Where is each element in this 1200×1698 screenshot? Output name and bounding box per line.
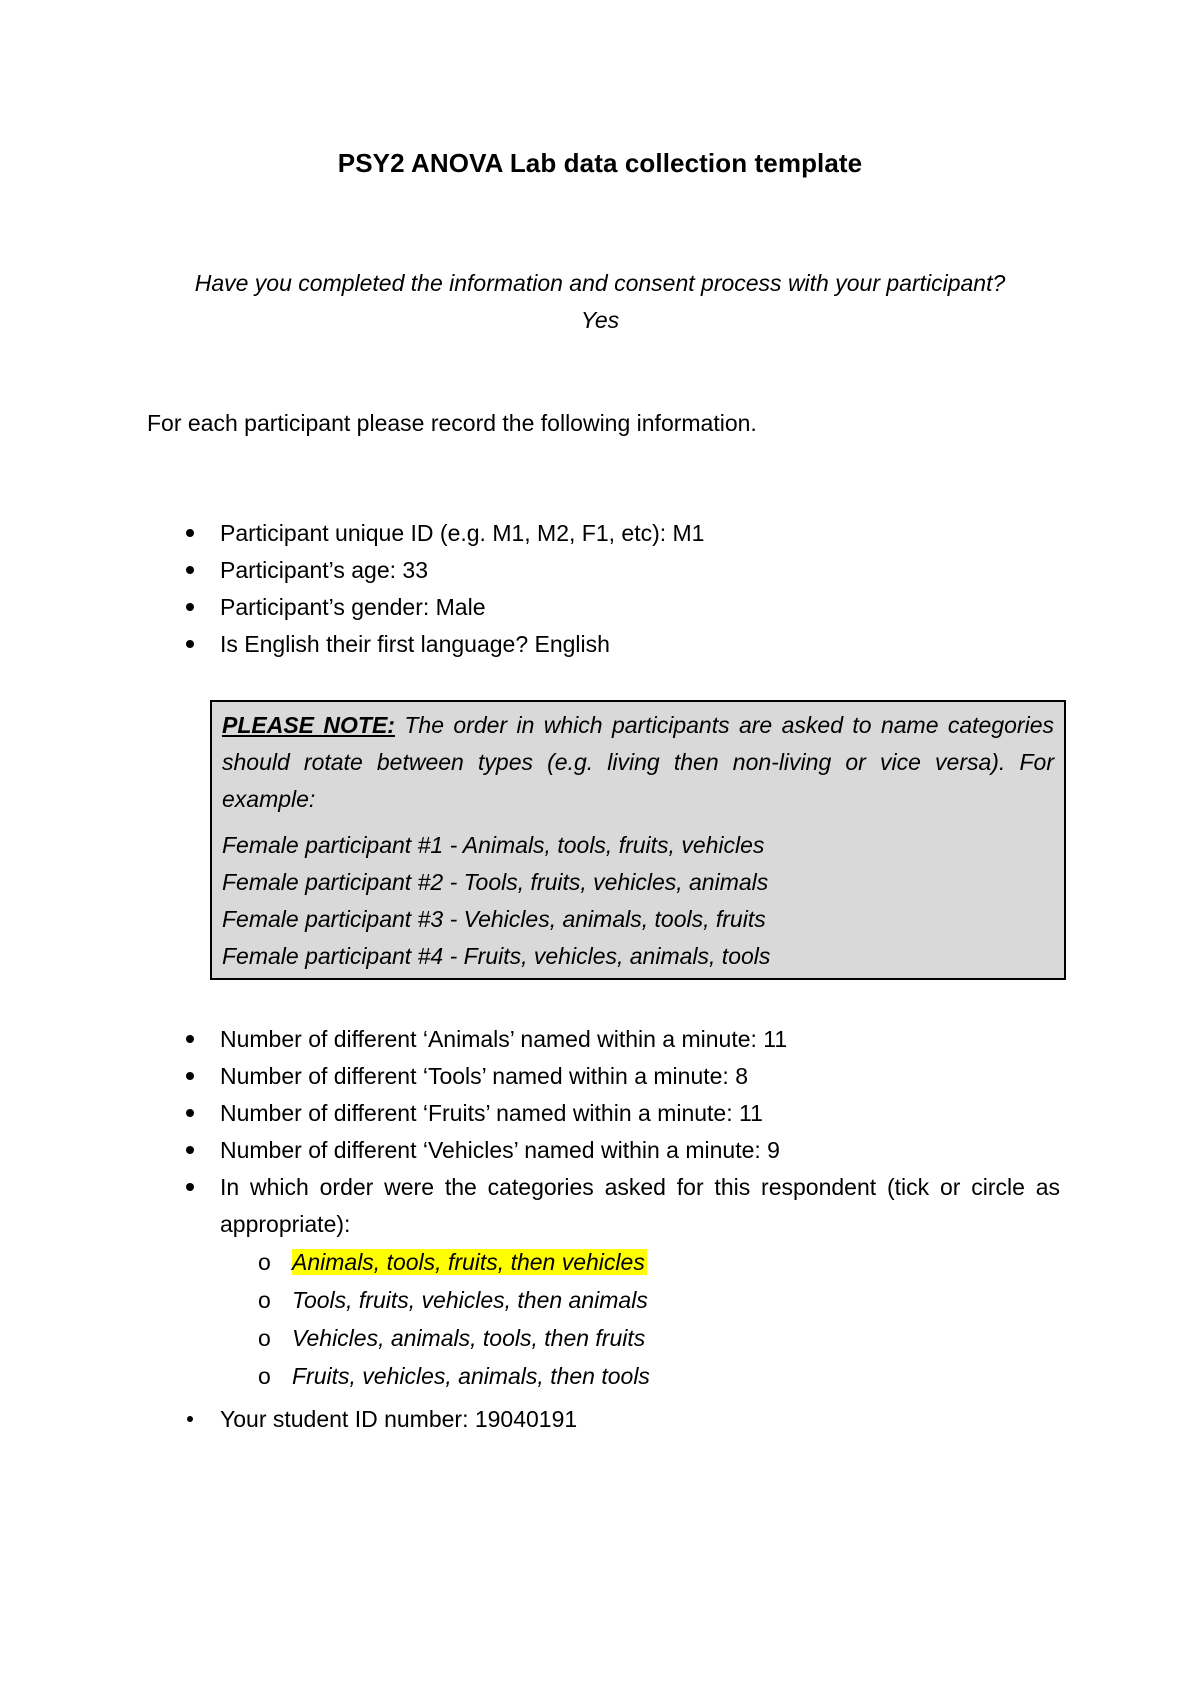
student-id-line xyxy=(180,1401,577,1438)
selected-highlight xyxy=(258,1249,647,1275)
list-item xyxy=(180,1021,1060,1058)
order-option[interactable] xyxy=(220,1357,1060,1395)
circle-bullet-icon: o xyxy=(258,1287,271,1313)
participant-age-field: Participant’s age: 33 xyxy=(220,557,428,583)
bullet-icon xyxy=(186,1072,194,1080)
bullet-icon xyxy=(186,640,194,648)
note-label: PLEASE NOTE: xyxy=(222,712,395,738)
animals-count: Number of different ‘Animals’ named within a minute: 11 xyxy=(220,1026,788,1052)
bullet-icon xyxy=(186,566,194,574)
list-item xyxy=(180,1132,1060,1169)
order-option[interactable] xyxy=(220,1281,1060,1319)
please-note-box xyxy=(210,700,1066,980)
bullet-icon xyxy=(186,1183,194,1191)
list-item xyxy=(180,589,1060,626)
participant-fields-list xyxy=(180,515,1060,663)
bullet-icon xyxy=(186,1035,194,1043)
order-option-label: Vehicles, animals, tools, then fruits xyxy=(292,1325,646,1351)
instruction-text: For each participant please record the following information. xyxy=(147,410,757,436)
list-item xyxy=(180,1169,1060,1395)
bullet-icon xyxy=(187,1416,193,1422)
note-example: Female participant #2 - Tools, fruits, vehicles, animals xyxy=(222,869,769,895)
note-example: Female participant #3 - Vehicles, animals, tools, fruits xyxy=(222,906,766,932)
order-question: In which order were the categories asked for this respondent (tick or circle as appropriate): xyxy=(220,1174,1060,1237)
participant-id-field: Participant unique ID (e.g. M1, M2, F1, etc): M1 xyxy=(220,520,705,546)
bullet-icon xyxy=(186,529,194,537)
bullet-icon xyxy=(186,1109,194,1117)
order-option-label: Fruits, vehicles, animals, then tools xyxy=(292,1363,650,1389)
order-option-label: Tools, fruits, vehicles, then animals xyxy=(292,1287,648,1313)
circle-bullet-icon: o xyxy=(258,1325,271,1351)
fruits-count: Number of different ‘Fruits’ named within a minute: 11 xyxy=(220,1100,763,1126)
vehicles-count: Number of different ‘Vehicles’ named within a minute: 9 xyxy=(220,1137,780,1163)
page-title: PSY2 ANOVA Lab data collection template xyxy=(337,148,863,178)
tools-count: Number of different ‘Tools’ named within a minute: 8 xyxy=(220,1063,748,1089)
consent-question: Have you completed the information and consent process with your participant? Yes xyxy=(194,270,1006,333)
note-paragraph xyxy=(222,707,1054,818)
bullet-icon xyxy=(186,1146,194,1154)
list-item xyxy=(180,1058,1060,1095)
list-item xyxy=(180,626,1060,663)
note-example: Female participant #1 - Animals, tools, fruits, vehicles xyxy=(222,832,765,858)
order-option[interactable] xyxy=(220,1243,1060,1281)
note-text: The order in which participants are asked to name categories should rotate between types (e.g. living then non-living or vice versa). For example: xyxy=(222,712,1054,812)
note-examples-list xyxy=(222,827,1054,975)
circle-bullet-icon: o xyxy=(258,1363,271,1389)
student-id: Your student ID number: 19040191 xyxy=(220,1406,578,1432)
first-language-field: Is English their first language? English xyxy=(220,631,610,657)
note-example: Female participant #4 - Fruits, vehicles, animals, tools xyxy=(222,943,771,969)
order-option[interactable] xyxy=(220,1319,1060,1357)
order-option-label: Animals, tools, fruits, then vehicles xyxy=(292,1249,645,1275)
category-counts-list xyxy=(180,1021,1060,1395)
bullet-icon xyxy=(186,603,194,611)
list-item xyxy=(180,552,1060,589)
list-item xyxy=(180,1095,1060,1132)
list-item xyxy=(180,515,1060,552)
circle-bullet-icon: o xyxy=(258,1249,271,1275)
order-options-list xyxy=(220,1243,1060,1395)
participant-gender-field: Participant’s gender: Male xyxy=(220,594,486,620)
